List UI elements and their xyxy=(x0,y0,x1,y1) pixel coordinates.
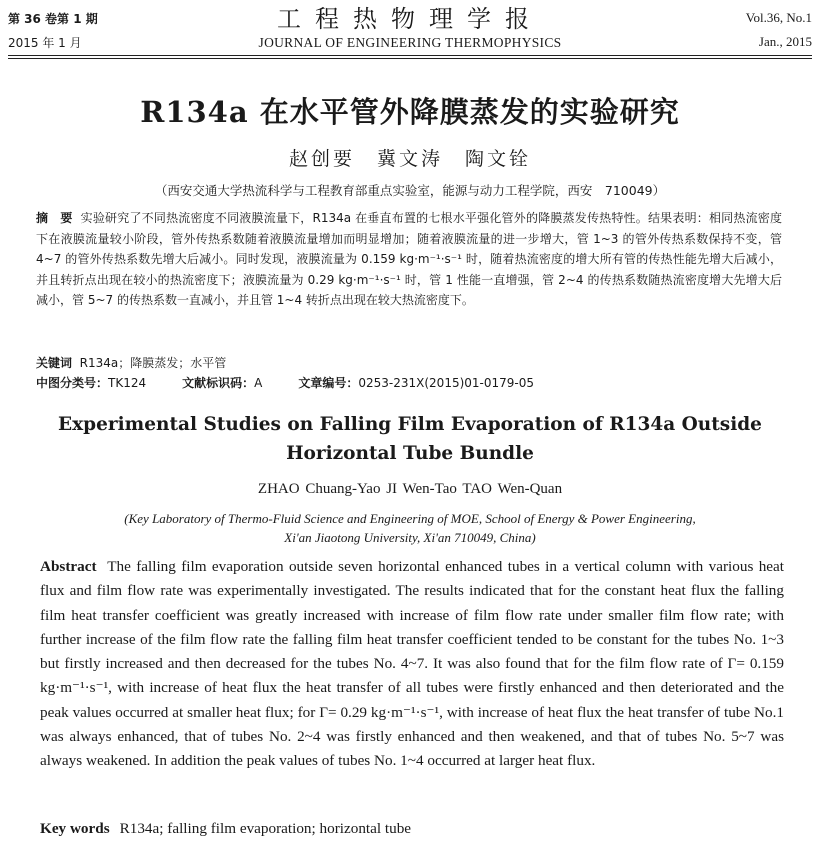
affiliation-en xyxy=(40,509,780,547)
volume-issue-cn: 第 36 卷第 1 期 xyxy=(8,12,98,26)
date-cn: 2015 年 1 月 xyxy=(8,36,82,50)
keywords-text-cn: R134a；降膜蒸发；水平管 xyxy=(79,356,227,370)
abstract-cn xyxy=(36,208,782,311)
authors-cn: 赵创要 冀文涛 陶文铨 xyxy=(288,148,531,170)
keywords-en xyxy=(40,820,784,838)
title-cn-part: 在水平管外降膜蒸发的实验研究 xyxy=(248,95,680,129)
date-en: Jan., 2015 xyxy=(758,34,812,49)
header-rule-thick xyxy=(8,55,812,56)
doc-code-label: 文献标识码： xyxy=(182,376,255,390)
clc-label: 中图分类号： xyxy=(36,376,109,390)
paper-title-cn xyxy=(0,90,820,131)
abstract-en xyxy=(40,555,784,774)
keywords-label-en: Key words xyxy=(40,820,110,837)
header-rule-thin xyxy=(8,58,812,59)
journal-name-cn: 工程热物理学报 xyxy=(277,5,543,33)
article-no-label: 文章编号： xyxy=(298,376,359,390)
journal-name-en: JOURNAL OF ENGINEERING THERMOPHYSICS xyxy=(258,35,562,50)
affiliation-en-line2: Xi'an Jiaotong University, Xi'an 710049, China) xyxy=(284,530,536,545)
authors-en: ZHAO Chuang-Yao JI Wen-Tao TAO Wen-Quan xyxy=(257,481,563,497)
abstract-text-en: The falling film evaporation outside seven horizontal enhanced tubes in a vertical column with various heat flux and film flow rate was experimentally investigated. The results indicated that for the constant heat flux the falling film heat transfer coefficient was greatly increased with increase of film flow rate under smaller film flow rate; with further increase of the film flow rate the falling film heat transfer coefficient tended to be constant for the tubes No. 1~3 but firstly increased and then decreased for the tubes No. 4~7. It was also found that for the film flow rate of Γ= 0.159 kg·m⁻¹·s⁻¹, with increase of heat flux the heat transfer of all tubes were firstly enhanced and then deteriorated and the peak values occurred at smaller heat flux; for Γ= 0.29 kg·m⁻¹·s⁻¹, with increase of heat flux the heat transfer of tube No.1 was always enhanced, that of tubes No. 2~4 was firstly enhanced and then weakened, and that of tubes No. 5~7 was always weakened. In addition the peak values of tubes No. 1~4 occurred at larger heat flux. xyxy=(40,558,785,770)
article-no-value: 0253-231X(2015)01-0179-05 xyxy=(358,376,535,390)
keywords-text-en: R134a; falling film evaporation; horizontal tube xyxy=(119,820,412,837)
classification-line xyxy=(36,374,782,391)
abstract-text-cn: 实验研究了不同热流密度不同液膜流量下，R134a 在垂直布置的七根水平强化管外的降膜蒸发传热特性。结果表明：相同热流密度下在液膜流量较小阶段，管外传热系数随着液膜流量增加而明显增加；随着液膜流量的进一步增大，管 1~3 的管外传热系数保持不变，管 4~7 的管外传热系数先增大后减小。同时发现，液膜流量为 0.159 kg·m⁻¹·s⁻¹ 时，随着热流密度的增大所有管的传热性能先增大后减小，并且转折点出现在较小的热流密度下；液膜流量为 0.29 kg·m⁻¹·s⁻¹ 时，管 1 性能一直增强，管 2~4 的传热系数随热流密度增大先增大后减小，管 5~7 的传热系数一直减小，并且管 1~4 转折点出现在较大热流密度下。 xyxy=(36,211,782,307)
keywords-label-cn: 关键词 xyxy=(36,356,73,370)
affiliation-en-line1: (Key Laboratory of Thermo-Fluid Science and Engineering of MOE, School of Energy & Power Engineering, xyxy=(124,511,696,526)
keywords-cn xyxy=(36,354,782,371)
doc-code-value: A xyxy=(254,376,263,390)
abstract-label-en: Abstract xyxy=(40,558,97,575)
paper-title-en: Experimental Studies on Falling Film Evaporation of R134a Outside Horizontal Tube Bundle xyxy=(58,414,762,464)
clc-value: TK124 xyxy=(108,376,147,390)
title-latin-part: R134a xyxy=(140,95,249,129)
volume-issue-en: Vol.36, No.1 xyxy=(745,10,812,25)
abstract-label-cn: 摘 要 xyxy=(36,211,73,225)
journal-header xyxy=(8,6,812,54)
affiliation-cn: （西安交通大学热流科学与工程教育部重点实验室，能源与动力工程学院，西安 710049） xyxy=(154,183,666,198)
